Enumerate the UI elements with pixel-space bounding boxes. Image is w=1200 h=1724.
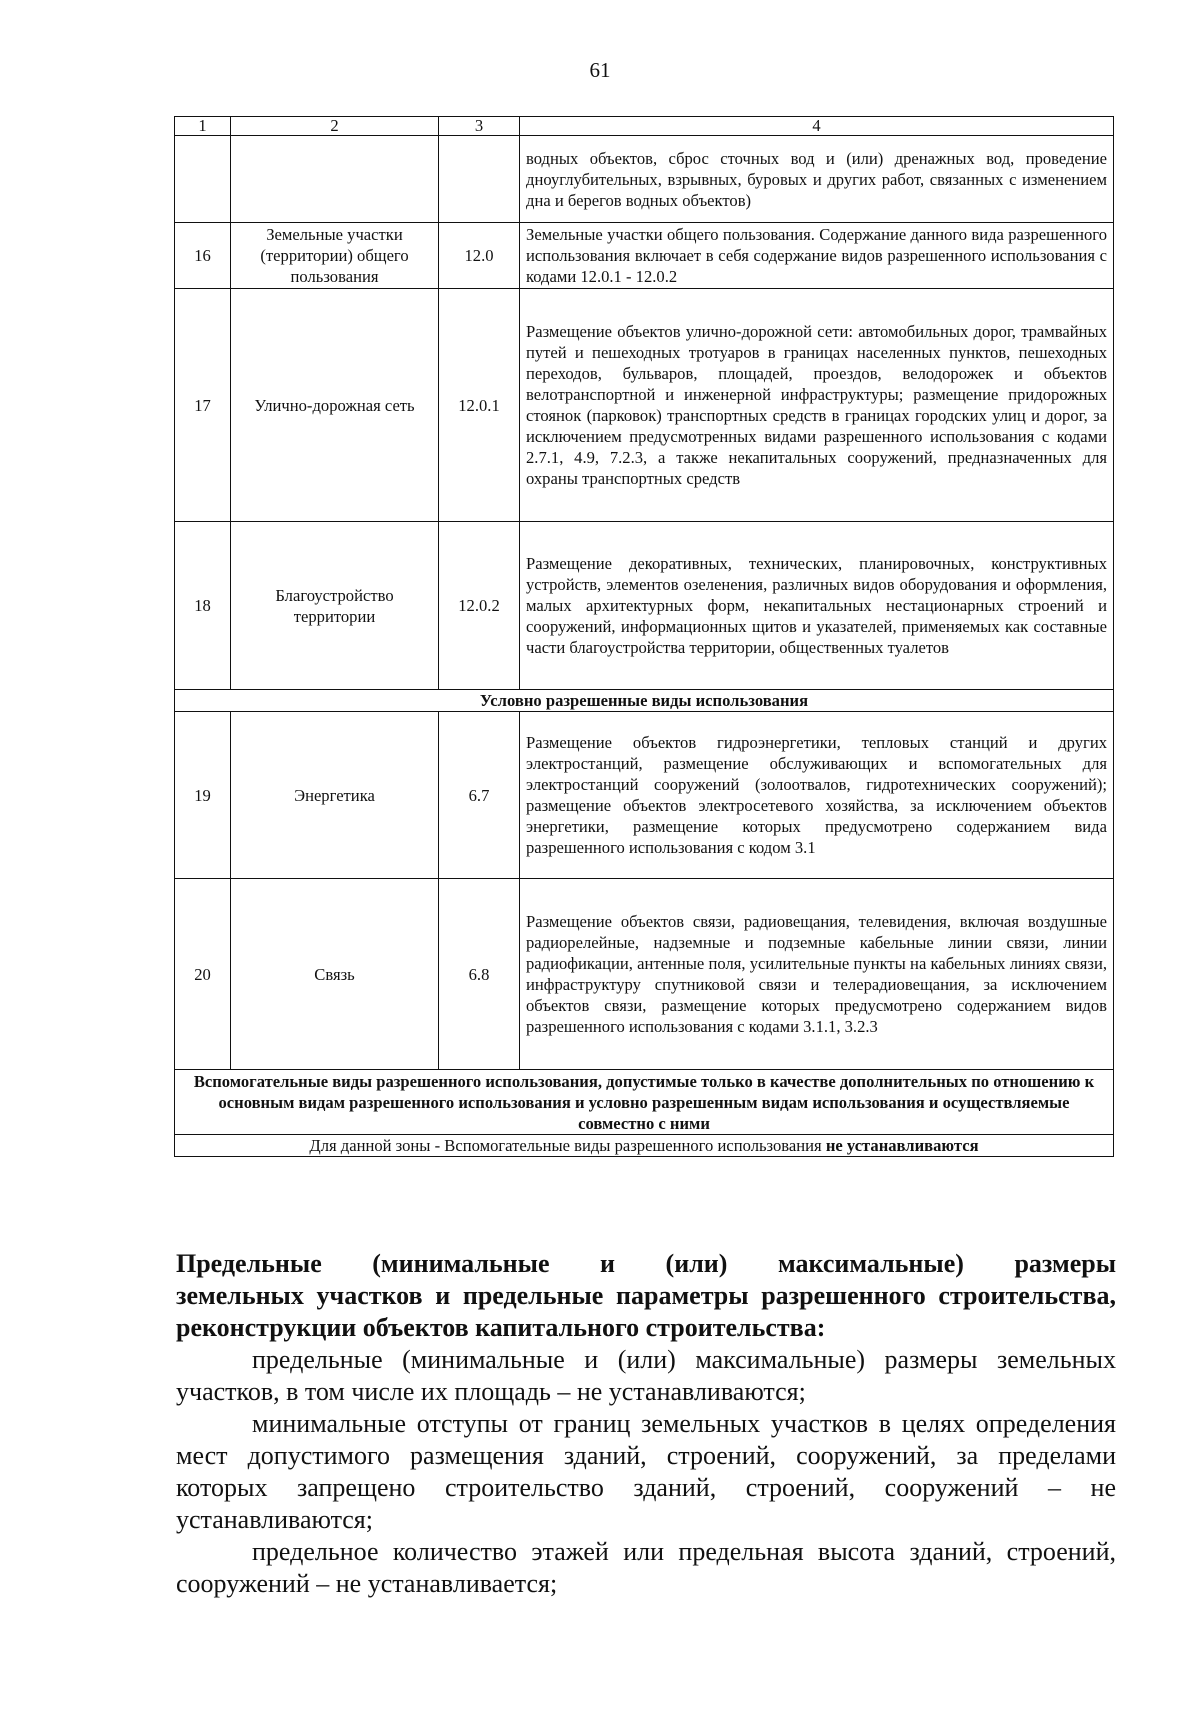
use-type-description: Размещение объектов улично-дорожной сети: автомобильных дорог, трамвайных путей и пешеходных тротуаров в границах населенных пунктов, пешеходных переходов, бульваров, площадей, проездов, велодорожек и объектов велотранспортной и инженерной инфраструктуры; размещение придорожных стоянок (парковок) транспортных средств в границах городских улиц и дорог, за исключением предусмотренных видами разрешенного использования с кодами 2.7.1, 4.9, 7.2.3, а также некапитальных сооружений, предназначенных для охраны транспортных средств — [520, 289, 1114, 522]
table-header-row — [175, 117, 1114, 136]
row-number: 19 — [175, 712, 231, 879]
column-header-2: 2 — [231, 117, 439, 136]
row-number: 18 — [175, 522, 231, 690]
use-type-description: Размещение декоративных, технических, планировочных, конструктивных устройств, элементов озеленения, различных видов оборудования и оформления, малых архитектурных форм, некапитальных нестационарных строений и сооружений, информационных щитов и указателей, применяемых как составные части благоустройства территории, общественных туалетов — [520, 522, 1114, 690]
table-row-continuation — [175, 136, 1114, 223]
table-row — [175, 879, 1114, 1070]
use-type-name: Улично-дорожная сеть — [231, 289, 439, 522]
use-type-name: Земельные участки (территории) общего пользования — [231, 223, 439, 289]
use-type-description: Земельные участки общего пользования. Содержание данного вида разрешенного использования включает в себя содержание видов разрешенного использования с кодами 12.0.1 - 12.0.2 — [520, 223, 1114, 289]
use-type-name: Благоустройство территории — [231, 522, 439, 690]
limits-heading-line1: Предельные (минимальные и (или) максимальные) размеры — [176, 1249, 1116, 1278]
row-number: 20 — [175, 879, 231, 1070]
row-number: 16 — [175, 223, 231, 289]
land-use-table — [174, 116, 1114, 1157]
table-row — [175, 522, 1114, 690]
row-number: 17 — [175, 289, 231, 522]
table-row — [175, 289, 1114, 522]
section-heading-row — [175, 1070, 1114, 1135]
use-type-description: Размещение объектов связи, радиовещания, телевидения, включая воздушные радиорелейные, надземные и подземные кабельные линии связи, линии радиофикации, антенные поля, усилительные пункты на кабельных линиях связи, инфраструктуру спутниковой связи и телерадиовещания, за исключением объектов связи, размещение которых предусмотрено содержанием видов разрешенного использования с кодами 3.1.1, 3.2.3 — [520, 879, 1114, 1070]
limits-section — [176, 1248, 1116, 1600]
section-heading-row — [175, 690, 1114, 712]
conditional-uses-heading: Условно разрешенные виды использования — [175, 690, 1114, 712]
column-header-1: 1 — [175, 117, 231, 136]
use-type-code: 12.0.1 — [439, 289, 520, 522]
use-type-name: Энергетика — [231, 712, 439, 879]
section-note-row — [175, 1135, 1114, 1157]
use-type-code: 6.8 — [439, 879, 520, 1070]
column-header-3: 3 — [439, 117, 520, 136]
auxiliary-note-emphasis: не устанавливаются — [825, 1136, 979, 1155]
use-type-code: 12.0.2 — [439, 522, 520, 690]
limits-paragraph: предельные (минимальные и (или) максимальные) размеры земельных участков, в том числе их площадь – не устанавливаются; — [176, 1345, 1116, 1406]
limits-heading — [176, 1248, 1116, 1344]
limits-paragraph: минимальные отступы от границ земельных участков в целях определения мест допустимого размещения зданий, строений, сооружений, за пределами которых запрещено строительство зданий, строений, сооружений – не устанавливаются; — [176, 1409, 1116, 1534]
auxiliary-uses-note — [175, 1135, 1114, 1157]
limits-heading-rest: земельных участков и предельные параметры разрешенного строительства, реконструкции объектов капитального строительства: — [176, 1281, 1116, 1342]
column-header-4: 4 — [520, 117, 1114, 136]
auxiliary-note-text: Для данной зоны - Вспомогательные виды разрешенного использования — [309, 1136, 826, 1155]
table-row — [175, 223, 1114, 289]
continuation-description: водных объектов, сброс сточных вод и (или) дренажных вод, проведение дноуглубительных, взрывных, буровых и других работ, связанных с изменением дна и берегов водных объектов) — [520, 136, 1114, 223]
use-type-code: 6.7 — [439, 712, 520, 879]
use-type-description: Размещение объектов гидроэнергетики, тепловых станций и других электростанций, размещение обслуживающих и вспомогательных для электростанций сооружений (золоотвалов, гидротехнических сооружений); размещение объектов электросетевого хозяйства, за исключением объектов энергетики, размещение которых предусмотрено содержанием вида разрешенного использования с кодом 3.1 — [520, 712, 1114, 879]
table-row — [175, 712, 1114, 879]
use-type-name: Связь — [231, 879, 439, 1070]
use-type-code: 12.0 — [439, 223, 520, 289]
auxiliary-uses-heading: Вспомогательные виды разрешенного использования, допустимые только в качестве дополнительных по отношению к основным видам разрешенного использования и условно разрешенным видам использования и осуществляемые совместно с ними — [175, 1070, 1114, 1135]
page-number: 61 — [589, 58, 611, 82]
limits-paragraph: предельное количество этажей или предельная высота зданий, строений, сооружений – не устанавливается; — [176, 1537, 1116, 1598]
